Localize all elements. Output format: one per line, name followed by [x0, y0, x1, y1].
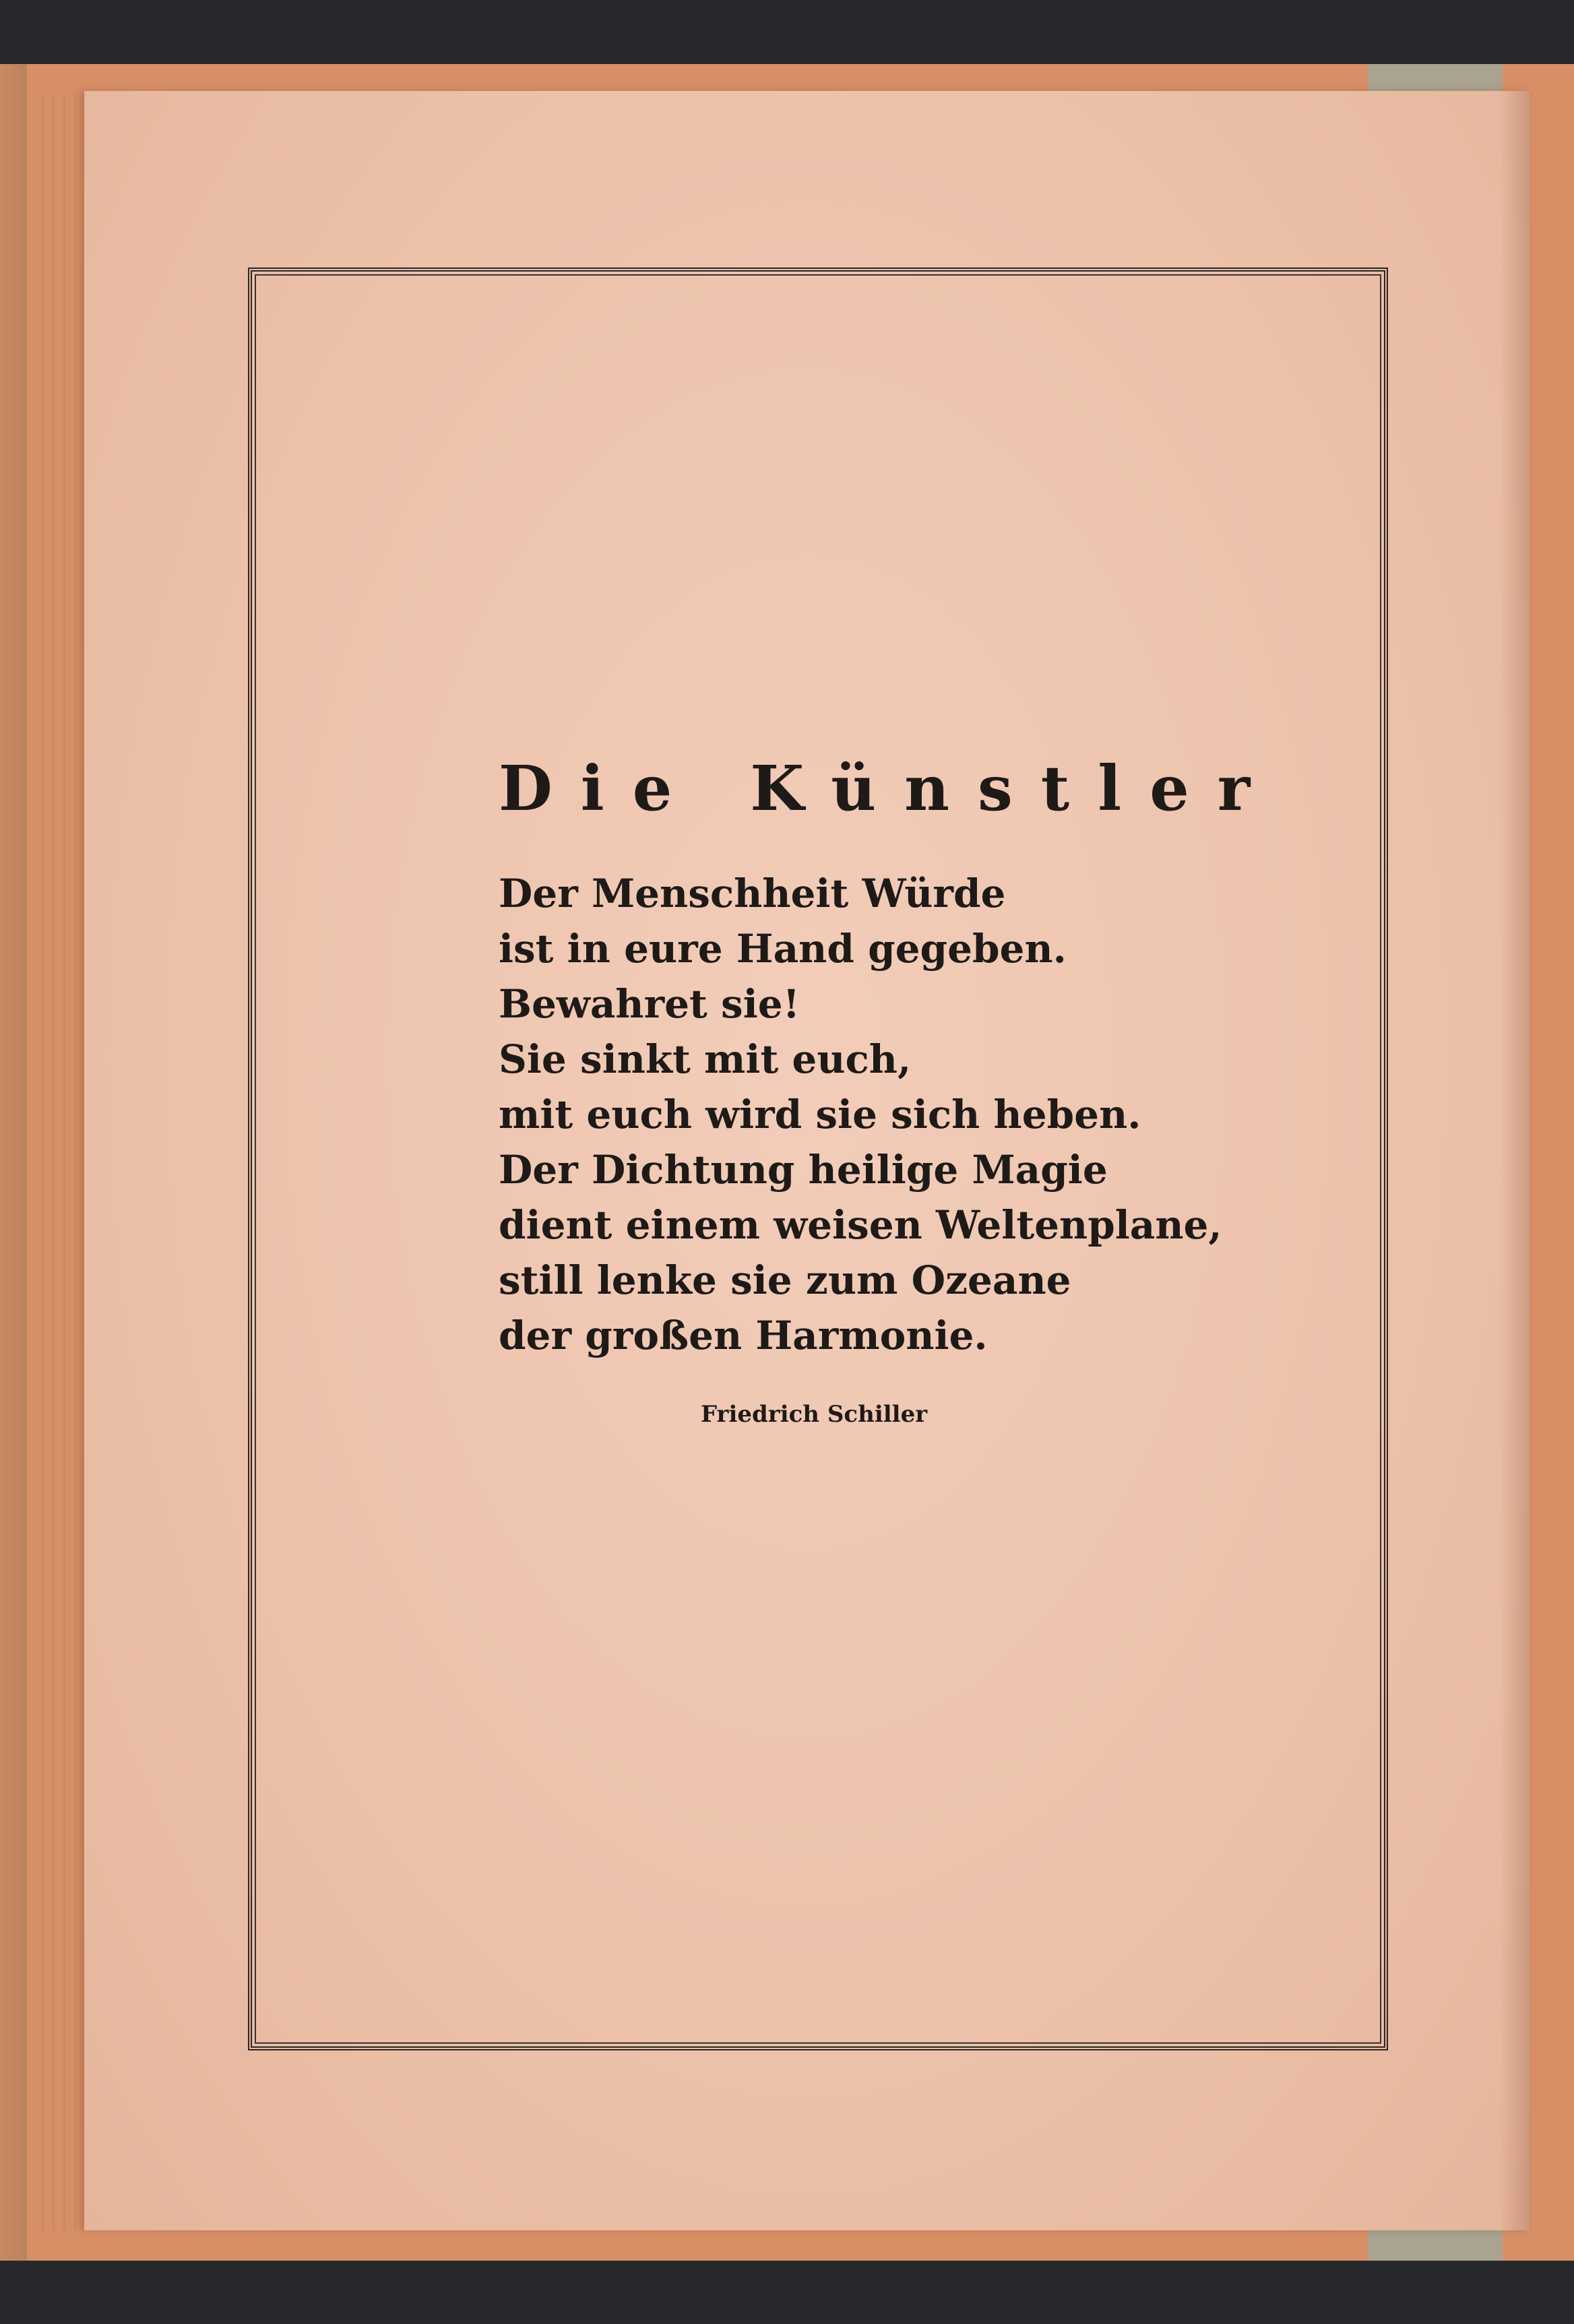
verse-line: der großen Harmonie.: [499, 1313, 988, 1358]
page-gutter-shadow: [1499, 91, 1530, 2230]
verse-line: Bewahret sie!: [499, 981, 800, 1027]
spine-cloth-top: [1368, 64, 1503, 94]
verse-line: dient einem weisen Weltenplane,: [499, 1202, 1222, 1248]
page-edge: [63, 94, 65, 2230]
verse-line: Der Menschheit Würde: [499, 871, 1006, 916]
verse-line: mit euch wird sie sich heben.: [499, 1092, 1141, 1137]
spine-cloth-bottom: [1368, 2230, 1503, 2261]
page-edge: [53, 94, 55, 2230]
poem-verse: [499, 866, 1307, 1363]
verse-line: Der Dichtung heilige Magie: [499, 1147, 1108, 1193]
verse-line: Sie sinkt mit euch,: [499, 1036, 912, 1082]
verse-line: still lenke sie zum Ozeane: [499, 1257, 1071, 1303]
page-edge: [42, 94, 44, 2230]
cover-edge: [0, 64, 27, 2261]
poem-author: Friedrich Schiller: [701, 1401, 928, 1428]
page-edge: [74, 94, 76, 2230]
verse-line: ist in eure Hand gegeben.: [499, 926, 1067, 972]
poem-title: Die Künstler: [499, 752, 1279, 825]
poem: [499, 745, 1307, 1428]
